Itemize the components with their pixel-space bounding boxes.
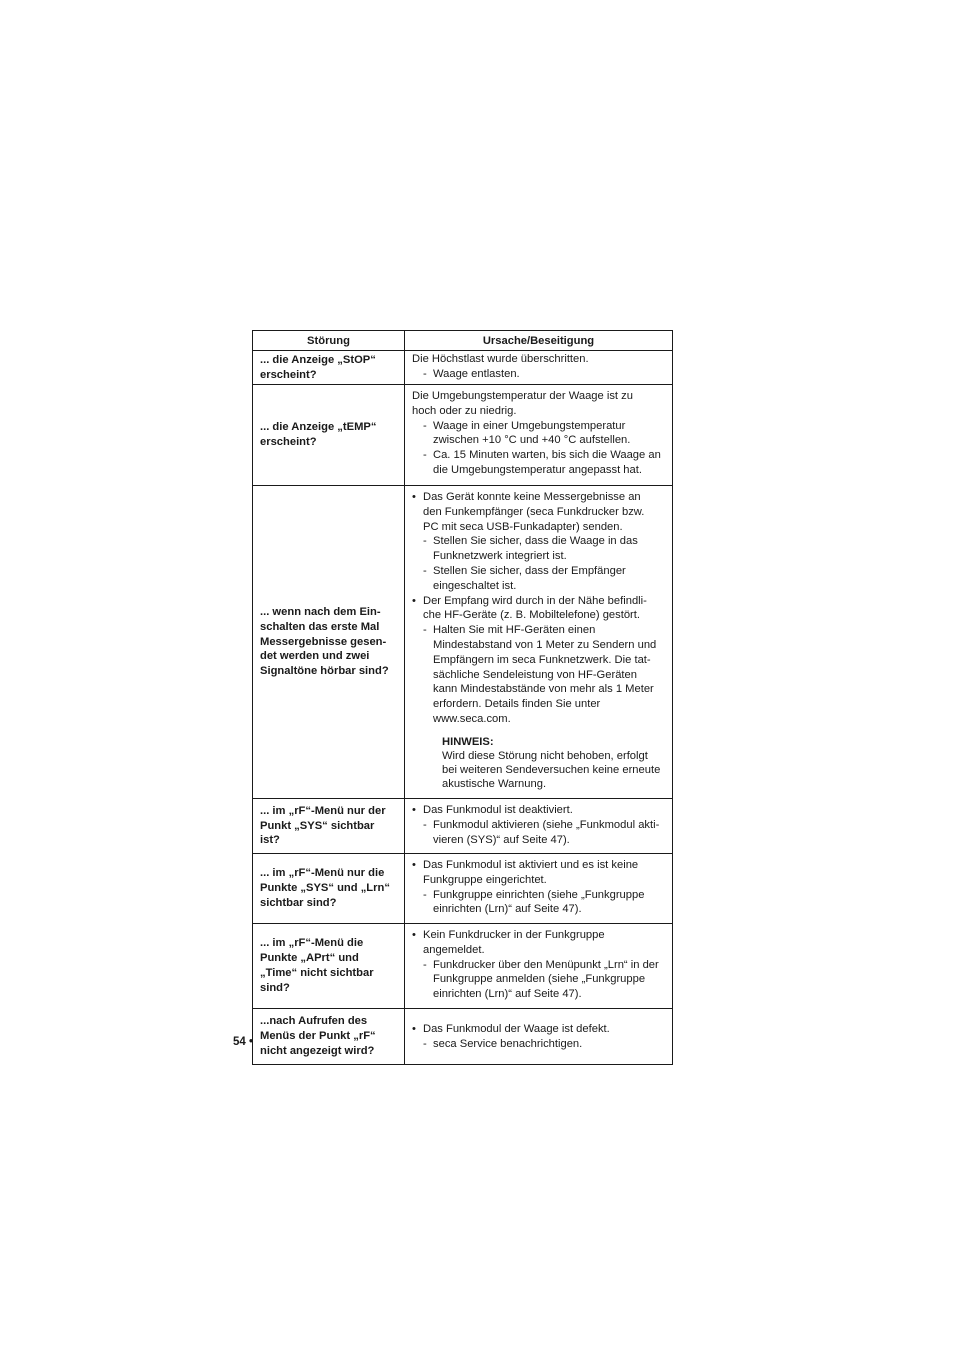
problem-text-line: sind? <box>260 981 290 994</box>
table-header-row <box>253 331 673 351</box>
solution-cell <box>405 924 673 1009</box>
remedy-dash-item <box>412 564 670 594</box>
header-stoerung: Störung <box>253 331 405 351</box>
remedy-dash-item <box>412 623 670 727</box>
problem-text-line: sichtbar sind? <box>260 896 337 909</box>
remedy-dash-item <box>412 367 670 382</box>
solution-text-line: den Funkempfänger (seca Funkdrucker bzw. <box>423 505 645 518</box>
problem-text-line: erscheint? <box>260 436 317 448</box>
problem-text-line: schalten das erste Mal <box>260 620 380 633</box>
solution-text-line: - Funkdrucker über den Menüpunkt „Lrn“ in der <box>433 958 659 971</box>
solution-text-line: • Kein Funkdrucker in der Funkgruppe <box>423 929 605 941</box>
cause-bullet-item <box>412 1022 670 1037</box>
solution-text-line: - Stellen Sie sicher, dass die Waage in das <box>433 535 638 548</box>
remedy-dash-item <box>412 888 670 918</box>
cause-text <box>412 389 670 419</box>
solution-text-line: einrichten (Lrn)“ auf Seite 47). <box>433 988 582 1001</box>
solution-text-line: Funkgruppe anmelden (siehe „Funkgruppe <box>433 973 646 986</box>
note-text-line: akustische Warnung. <box>442 777 547 790</box>
remedy-dash-item <box>412 448 670 478</box>
solution-text-line: - Waage in einer Umgebungstemperatur <box>433 419 626 432</box>
cause-bullet-item <box>412 594 670 624</box>
cause-bullet-item <box>412 858 670 888</box>
solution-text-line: hoch oder zu niedrig. <box>412 404 517 417</box>
solution-text-line: www.seca.com. <box>433 712 511 725</box>
solution-text-line: Die Höchstlast wurde überschritten. <box>412 353 589 365</box>
solution-text-line: - Stellen Sie sicher, dass der Empfänger <box>433 564 626 577</box>
solution-text-line: - Funkgruppe einrichten (siehe „Funkgruppe <box>433 888 645 901</box>
note-title: HINWEIS: <box>442 735 494 748</box>
remedy-dash-item <box>412 958 670 1002</box>
solution-cell <box>405 351 673 385</box>
remedy-dash-item <box>412 1037 670 1052</box>
remedy-dash-item <box>412 818 670 848</box>
solution-text-line: Mindestabstand von 1 Meter zu Sendern und <box>433 638 657 651</box>
problem-text-line: Punkte „SYS“ und „Lrn“ <box>260 882 390 895</box>
troubleshooting-table <box>252 330 673 1065</box>
table-row <box>253 1009 673 1065</box>
problem-cell <box>253 385 405 486</box>
solution-text-line: Funkgruppe eingerichtet. <box>423 873 547 886</box>
solution-text-line: einrichten (Lrn)“ auf Seite 47). <box>433 903 582 916</box>
note-box <box>412 736 670 791</box>
cause-bullet-item <box>412 490 670 534</box>
cause-bullet-item <box>412 928 670 958</box>
problem-text-line: Messergebnisse gesen- <box>260 635 387 648</box>
table-row <box>253 351 673 385</box>
solution-text-line: che HF-Geräte (z. B. Mobiltelefone) gestört. <box>423 609 640 622</box>
note-text-line: bei weiteren Sendeversuchen keine erneute <box>442 763 661 776</box>
solution-text-line: • Der Empfang wird durch in der Nähe befindli- <box>423 594 647 607</box>
problem-text-line: ... die Anzeige „tEMP“ <box>260 421 377 434</box>
cause-text <box>412 352 670 367</box>
problem-text-line: erscheint? <box>260 368 317 381</box>
page-number: 54 • <box>233 1036 254 1048</box>
solution-text-line: • Das Funkmodul der Waage ist defekt. <box>423 1022 610 1035</box>
solution-text-line: - Halten Sie mit HF-Geräten einen <box>433 624 596 637</box>
problem-text-line: ... im „rF“-Menü nur der <box>260 804 386 817</box>
solution-text-line: vieren (SYS)“ auf Seite 47). <box>433 833 570 846</box>
solution-text-line: • Das Funkmodul ist aktiviert und es ist keine <box>423 859 639 871</box>
solution-text-line: PC mit seca USB-Funkadapter) senden. <box>423 520 623 533</box>
problem-text-line: Punkte „APrt“ und <box>260 952 359 965</box>
problem-text-line: ... im „rF“-Menü die <box>260 937 364 950</box>
solution-text-line: sächliche Sendeleistung von HF-Geräten <box>433 668 637 681</box>
table-row <box>253 385 673 486</box>
problem-text-line: nicht angezeigt wird? <box>260 1044 375 1057</box>
cause-bullet-item <box>412 803 670 818</box>
problem-text-line: Menüs der Punkt „rF“ <box>260 1030 376 1043</box>
solution-cell <box>405 1009 673 1065</box>
solution-text-line: • Das Gerät konnte keine Messergebnisse an <box>423 491 641 503</box>
problem-text-line: ...nach Aufrufen des <box>260 1015 368 1028</box>
solution-text-line: • Das Funkmodul ist deaktiviert. <box>423 804 573 816</box>
solution-text-line: angemeldet. <box>423 943 485 956</box>
problem-cell <box>253 924 405 1009</box>
solution-text-line: - Funkmodul aktivieren (siehe „Funkmodul akti- <box>433 818 660 831</box>
problem-text-line: Punkt „SYS“ sichtbar <box>260 819 375 832</box>
solution-text-line: die Umgebungstemperatur angepasst hat. <box>433 463 642 476</box>
solution-text-line: zwischen +10 °C und +40 °C aufstellen. <box>433 434 631 447</box>
header-ursache-beseitigung: Ursache/Beseitigung <box>405 331 673 351</box>
solution-cell <box>405 799 673 854</box>
solution-text-line: kann Mindestabstände von mehr als 1 Meter <box>433 683 654 696</box>
solution-text-line: Die Umgebungstemperatur der Waage ist zu <box>412 390 633 402</box>
problem-text-line: ist? <box>260 834 280 847</box>
problem-text-line: ... die Anzeige „StOP“ <box>260 353 376 366</box>
table-row <box>253 486 673 799</box>
problem-cell <box>253 854 405 924</box>
problem-text-line: ... im „rF“-Menü nur die <box>260 867 385 880</box>
problem-cell <box>253 1009 405 1065</box>
remedy-dash-item <box>412 534 670 564</box>
table-row <box>253 799 673 854</box>
table-row <box>253 854 673 924</box>
solution-text-line: Funknetzwerk integriert ist. <box>433 550 567 563</box>
problem-text-line: „Time“ nicht sichtbar <box>260 967 374 979</box>
problem-cell <box>253 799 405 854</box>
solution-cell <box>405 854 673 924</box>
problem-cell <box>253 351 405 385</box>
table-row <box>253 924 673 1009</box>
solution-text-line: - Ca. 15 Minuten warten, bis sich die Waage an <box>433 449 661 462</box>
problem-text-line: ... wenn nach dem Ein- <box>260 606 381 618</box>
solution-text-line: - Waage entlasten. <box>433 367 520 380</box>
solution-cell <box>405 385 673 486</box>
solution-text-line: Empfängern im seca Funknetzwerk. Die tat- <box>433 653 651 666</box>
solution-text-line: - seca Service benachrichtigen. <box>433 1037 583 1050</box>
problem-text-line: det werden und zwei <box>260 650 370 663</box>
solution-text-line: erfordern. Details finden Sie unter <box>433 698 601 711</box>
remedy-dash-item <box>412 419 670 449</box>
solution-cell <box>405 486 673 799</box>
problem-text-line: Signaltöne hörbar sind? <box>260 665 389 678</box>
problem-cell <box>253 486 405 799</box>
note-text-line: Wird diese Störung nicht behoben, erfolgt <box>442 750 648 763</box>
solution-text-line: eingeschaltet ist. <box>433 579 517 592</box>
